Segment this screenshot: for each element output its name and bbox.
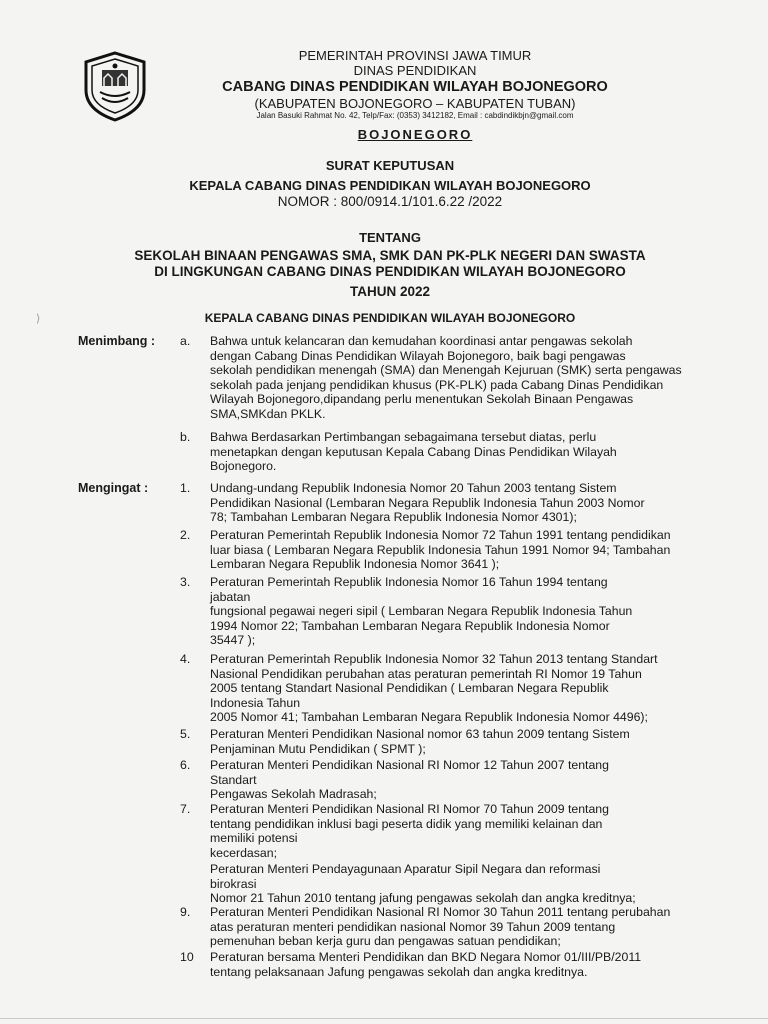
item-line: kecerdasan;: [210, 845, 277, 860]
item-line: Peraturan Pemerintah Republik Indonesia Nomor 32 Tahun 2013 tentang Standart: [210, 652, 658, 666]
item-marker: 1.: [180, 481, 191, 495]
item-line: birokrasi: [210, 876, 257, 891]
issuer-title: KEPALA CABANG DINAS PENDIDIKAN WILAYAH BOJONEGORO: [189, 178, 591, 193]
mengingat-item: [180, 575, 720, 648]
item-marker: 6.: [180, 758, 191, 772]
mengingat-item: [180, 802, 720, 860]
item-line: sekolah pendidikan menengah (SMA) dan Menengah Kejuruan (SMK) serta pengawas: [210, 363, 682, 378]
mengingat-item: [180, 481, 720, 525]
item-marker: a.: [180, 334, 191, 348]
item-line: Nomor 21 Tahun 2010 tentang jafung pengawas sekolah dan angka kreditnya;: [210, 891, 636, 906]
item-line: Nasional Pendidikan perubahan atas peraturan pemerintah RI Nomor 19 Tahun: [210, 666, 642, 681]
item-line: pemenuhan beban kerja guru dan pengawas satuan pendidikan;: [210, 934, 561, 949]
item-line: Peraturan Menteri Pendidikan Nasional RI Nomor 30 Tahun 2011 tentang perubahan: [210, 905, 671, 919]
item-line: Pengawas Sekolah Madrasah;: [210, 787, 377, 802]
item-line: Peraturan Pemerintah Republik Indonesia Nomor 16 Tahun 1994 tentang: [210, 575, 608, 589]
page-edge-divider: [0, 1018, 768, 1019]
about-heading: TENTANG: [359, 230, 421, 245]
menimbang-item: [180, 334, 720, 422]
mengingat-item: [180, 758, 720, 802]
item-line: 1994 Nomor 22; Tambahan Lembaran Negara Republik Indonesia Nomor: [210, 618, 610, 633]
letterhead-address: Jalan Basuki Rahmat No. 42, Telp/Fax: (0353) 3412182, Email : cabdindikbjn@gmail.com: [256, 111, 574, 120]
item-marker: 9.: [180, 905, 191, 919]
mengingat-item: [180, 950, 720, 979]
letterhead-office-name: CABANG DINAS PENDIDIKAN WILAYAH BOJONEGORO: [222, 79, 608, 95]
letterhead-region: (KABUPATEN BOJONEGORO – KABUPATEN TUBAN): [254, 96, 576, 111]
item-text: [210, 334, 720, 422]
document-type: SURAT KEPUTUSAN: [325, 158, 455, 173]
subject-line-1: SEKOLAH BINAAN PENGAWAS SMA, SMK DAN PK-PLK NEGERI DAN SWASTA: [134, 248, 646, 263]
item-line: Peraturan Menteri Pendidikan Nasional RI Nomor 70 Tahun 2009 tentang: [210, 802, 609, 816]
item-line: 78; Tambahan Lembaran Negara Republik Indonesia Nomor 4301);: [210, 510, 577, 525]
item-line: Lembaran Negara Republik Indonesia Nomor 3641 );: [210, 557, 500, 572]
item-line: Bahwa untuk kelancaran dan kemudahan koordinasi antar pengawas sekolah: [210, 334, 633, 348]
margin-mark: ⟩: [36, 313, 41, 325]
item-line: Peraturan Menteri Pendidikan Nasional RI Nomor 12 Tahun 2007 tentang: [210, 758, 609, 772]
item-line: Penjaminan Mutu Pendidikan ( SPMT );: [210, 741, 426, 756]
letterhead-city: BOJONEGORO: [357, 127, 473, 142]
mengingat-item: [180, 862, 720, 906]
item-line: SMA,SMKdan PKLK.: [210, 406, 326, 421]
item-marker: b.: [180, 430, 191, 444]
mengingat-item: [180, 905, 720, 949]
item-line: Wilayah Bojonegoro,dipandang perlu menentukan Sekolah Binaan Pengawas: [210, 392, 634, 407]
item-line: tentang pendidikan inklusi bagi peserta didik yang memiliki kelainan dan: [210, 816, 603, 831]
item-line: Standart: [210, 772, 257, 787]
letterhead-line-2: DINAS PENDIDIKAN: [353, 63, 477, 78]
item-marker: 3.: [180, 575, 191, 589]
item-line: Peraturan Pemerintah Republik Indonesia Nomor 72 Tahun 1991 tentang pendidikan: [210, 528, 671, 542]
item-marker: 4.: [180, 652, 191, 666]
item-text: [210, 758, 720, 802]
item-text: [210, 802, 720, 860]
item-marker: 7.: [180, 802, 191, 816]
item-line: Peraturan Menteri Pendayagunaan Aparatur Sipil Negara dan reformasi: [210, 862, 601, 876]
item-line: Peraturan Menteri Pendidikan Nasional nomor 63 tahun 2009 tentang Sistem: [210, 727, 630, 741]
item-line: 2005 Nomor 41; Tambahan Lembaran Negara Republik Indonesia Nomor 4496);: [210, 710, 648, 725]
item-line: Pendidikan Nasional (Lembaran Negara Republik Indonesia Tahun 2003 Nomor: [210, 495, 645, 510]
item-line: fungsional pegawai negeri sipil ( Lembaran Negara Republik Indonesia Tahun: [210, 604, 633, 619]
letterhead-line-1: PEMERINTAH PROVINSI JAWA TIMUR: [298, 48, 532, 63]
coat-of-arms-logo: [80, 50, 150, 122]
item-line: luar biasa ( Lembaran Negara Republik Indonesia Tahun 1991 Nomor 94; Tambahan: [210, 542, 671, 557]
item-text: [210, 430, 720, 474]
item-line: Peraturan bersama Menteri Pendidikan dan BKD Negara Nomor 01/III/PB/2011: [210, 950, 642, 964]
issuer-title-2: KEPALA CABANG DINAS PENDIDIKAN WILAYAH BOJONEGORO: [204, 311, 576, 325]
mengingat-item: [180, 727, 720, 756]
subject-line-2: DI LINGKUNGAN CABANG DINAS PENDIDIKAN WILAYAH BOJONEGORO: [154, 264, 626, 279]
item-marker: 5.: [180, 727, 191, 741]
item-text: [210, 528, 720, 572]
item-text: [210, 727, 720, 756]
item-text: [210, 862, 720, 906]
item-line: 2005 tentang Standart Nasional Pendidikan ( Lembaran Negara Republik: [210, 681, 609, 696]
mengingat-label: Mengingat :: [78, 481, 149, 495]
item-line: Bahwa Berdasarkan Pertimbangan sebagaimana tersebut diatas, perlu: [210, 430, 597, 444]
item-line: memiliki potensi: [210, 831, 298, 846]
mengingat-item: [180, 652, 720, 725]
subject-year: TAHUN 2022: [349, 284, 431, 299]
item-line: tentang pelaksanaan Jafung pengawas sekolah dan angka kreditnya.: [210, 964, 588, 979]
item-line: Indonesia Tahun: [210, 695, 301, 710]
mengingat-item: [180, 528, 720, 572]
item-marker: 2.: [180, 528, 191, 542]
item-line: menetapkan dengan keputusan Kepala Cabang Dinas Pendidikan Wilayah: [210, 444, 617, 459]
item-line: sekolah pada jenjang pendidikan khusus (PK-PLK) pada Cabang Dinas Pendidikan: [210, 377, 664, 392]
item-line: 35447 );: [210, 633, 256, 648]
item-text: [210, 575, 720, 648]
menimbang-item: [180, 430, 720, 474]
document-number: NOMOR : 800/0914.1/101.6.22 /2022: [277, 194, 503, 209]
item-text: [210, 652, 720, 725]
item-line: jabatan: [210, 589, 251, 604]
item-line: atas peraturan menteri pendidikan nasional Nomor 39 Tahun 2009 tentang: [210, 919, 616, 934]
item-line: Undang-undang Republik Indonesia Nomor 20 Tahun 2003 tentang Sistem: [210, 481, 617, 495]
item-line: Bojonegoro.: [210, 459, 277, 474]
item-line: dengan Cabang Dinas Pendidikan Wilayah Bojonegoro, baik bagi pengawas: [210, 348, 626, 363]
item-text: [210, 905, 720, 949]
item-marker: 10: [180, 950, 194, 964]
item-text: [210, 950, 720, 979]
item-text: [210, 481, 720, 525]
menimbang-label: Menimbang :: [78, 334, 156, 348]
